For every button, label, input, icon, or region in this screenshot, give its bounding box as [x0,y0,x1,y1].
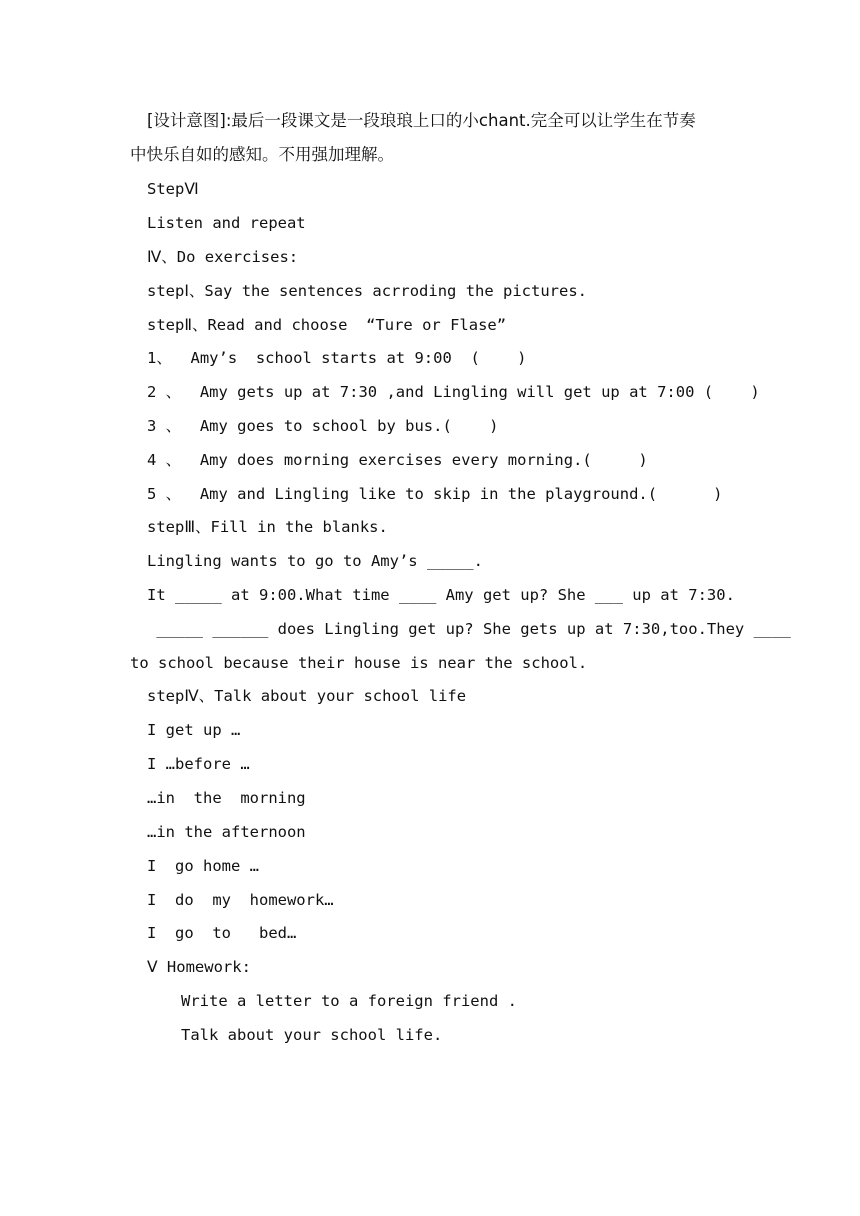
talk-item: …in the afternoon [147,823,306,841]
homework-item: Write a letter to a foreign friend . [181,992,517,1010]
talk-item: I go home … [147,857,259,875]
tf-item: 5 、 Amy and Lingling like to skip in the playground.( ) [147,485,723,503]
step-1-text: stepⅠ、Say the sentences acrroding the pictures. [147,282,588,300]
blank-line: to school because their house is near the school. [130,654,588,672]
talk-item: I get up … [147,721,241,739]
tf-item: 4 、 Amy does morning exercises every morning.( ) [147,451,648,469]
talk-item: I …before … [147,755,250,773]
section-5-heading: Ⅴ Homework: [147,958,251,976]
design-intent-line-1: [设计意图]:最后一段课文是一段琅琅上口的小chant.完全可以让学生在节奏 [147,111,696,130]
talk-item: …in the morning [147,789,306,807]
talk-item: I go to bed… [147,924,297,942]
step-2-text: stepⅡ、Read and choose “Ture or Flase” [147,316,507,334]
design-intent-line-2: 中快乐自如的感知。不用强加理解。 [130,145,394,164]
step-3-text: stepⅢ、Fill in the blanks. [147,518,388,536]
blank-line: It _____ at 9:00.What time ____ Amy get up? She ___ up at 7:30. [147,586,735,604]
tf-item: 2 、 Amy gets up at 7:30 ,and Lingling will get up at 7:00 ( ) [147,383,760,401]
tf-item: 1、 Amy’s school starts at 9:00 ( ) [147,349,527,367]
section-4-heading: Ⅳ、Do exercises: [147,248,299,266]
blank-line: Lingling wants to go to Amy’s _____. [147,552,483,570]
step-4-text: stepⅣ、Talk about your school life [147,687,467,705]
talk-item: I do my homework… [147,891,334,909]
homework-item: Talk about your school life. [181,1026,443,1044]
step-6-heading: StepⅥ [147,180,199,198]
tf-item: 3 、 Amy goes to school by bus.( ) [147,417,499,435]
blank-line: _____ ______ does Lingling get up? She gets up at 7:30,too.They ____ [147,620,791,638]
listen-repeat-text: Listen and repeat [147,214,306,232]
